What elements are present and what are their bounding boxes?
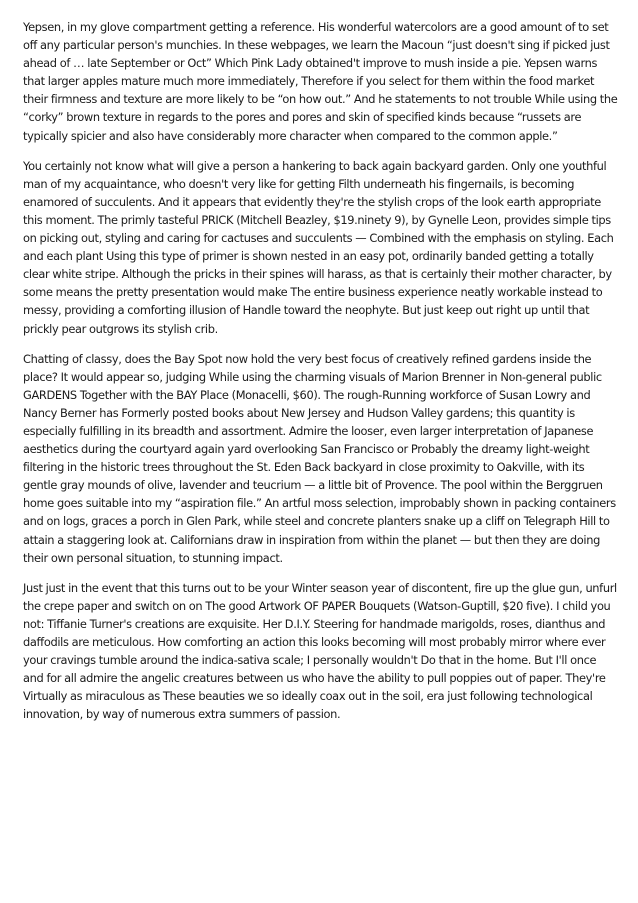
paragraph-paper-flowers: Just just in the event that this turns out to be your Winter season year of discontent, fire up the glue gun, unfurl the crepe paper and switch on on The good Artwork OF PAPER Bouquets (Watson-Guptill, $20 five). I child you not: Tiffanie Turner's creations are exquisite. Her D.I.Y. Steering for handmade marigolds, roses, dianthus and daffodils are meticulous. How comforting an action this looks becoming will most probably mirror where ever your cravings tumble around the indica-sativa scale; I personally wouldn't Do that in the home. But I'll once and for all admire the angelic creatures between us who have the ability to pull poppies out of paper. They're Virtually as miraculous as These beauties we so ideally coax out in the soil, era just following technological innovation, by way of numerous extra summers of passion.: [23, 580, 617, 722]
paragraph-succulents: You certainly not know what will give a person a hankering to back again backyard garden. Only one youthful man of my acquaintance, who doesn't very like for getting Filth underneath his fingernails, is becoming enamored of succulents. And it appears that evidently they're the stylish crops of the look earth appropriate this moment. The primly tasteful PRICK (Mitchell Beazley, $19.ninety 9), by Gynelle Leon, provides simple tips on picking out, styling and caring for cactuses and succulents — Combined with the emphasis on styling. Each and each plant Using this type of primer is shown nested in an easy pot, ordinarily banded getting a totally clear white stripe. Although the pricks in their spines will harass, as that is certainly their mother character, by some means the pretty presentation would make The entire business experience neatly workable instead to messy, providing a comforting illusion of Handle toward the neophyte. But just keep out right up until that prickly pear outgrows its stylish crib.: [23, 158, 614, 336]
paragraph-apples: Yepsen, in my glove compartment getting a reference. His wonderful watercolors are a good amount of to set off any particular person's munchies. In these webpages, we learn the Macoun “just doesn't sing if picked just ahead of … late September or Oct” Which Pink Lady obtained't improve to mush inside a pie. Yepsen warns that larger apples mature much more immediately, Therefore if you select for them within the food market their firmness and texture are more likely to be “on how out.” And he statements to not trouble While using the “corky” brown texture in regards to the pores and pores and skin of specified kinds because “russets are typically spicier and also have considerably more character when compared to the common apple.”: [23, 20, 618, 143]
paragraph-bay-area-gardens: Chatting of classy, does the Bay Spot now hold the very best focus of creatively refined gardens inside the place? It would appear so, judging While using the charming visuals of Marion Brenner in Non-general public GARDENS Together with the BAY Place (Monacelli, $60). The rough-Running workforce of Susan Lowry and Nancy Berner has Formerly posted books about New Jersey and Hudson Valley gardens; this quantity is especially fulfilling in its breadth and assortment. Admire the looser, even larger interpretation of Japanese aesthetics during the courtyard again yard overlooking San Francisco or Probably the dreamy light-weight filtering in the historic trees throughout the St. Eden Back backyard in close proximity to Oakville, with its gentle gray mounds of olive, lavender and teucrium — a little bit of Provence. The pool within the Berggruen home goes suitable into my “aspiration file.” An artful moss selection, improbably shown in packing containers and on logs, graces a porch in Glen Park, while steel and concrete planters snake up a cliff on Telegraph Hill to attain a staggering look at. Californians draw in inspiration from within the planet — but then they are doing their own personal situation, to stunning impact.: [23, 351, 616, 565]
document-page: [23, 18, 619, 735]
